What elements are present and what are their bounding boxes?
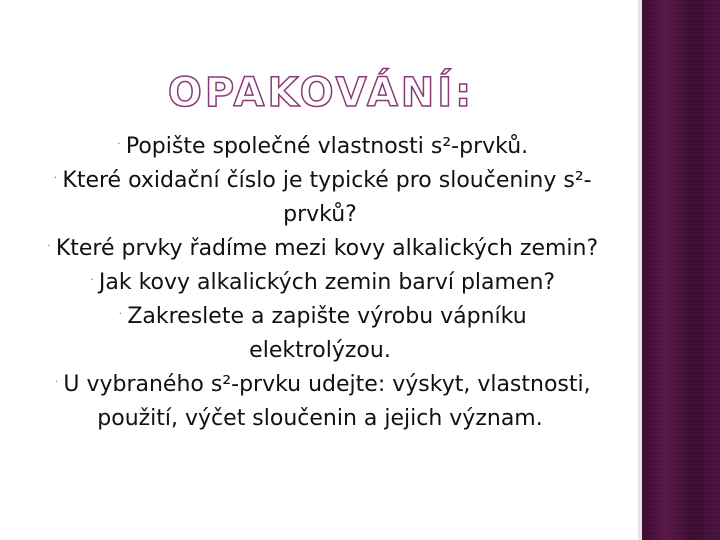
bullet-icon: · — [118, 307, 123, 320]
list-item — [40, 130, 600, 164]
bullet-icon: · — [117, 137, 121, 150]
list-item — [40, 232, 600, 266]
list-item-text: Zakreslete a zapište výrobu vápníku elektrolýzou. — [127, 304, 527, 363]
bullet-icon: · — [47, 239, 51, 252]
list-item-text: U vybraného s²-prvku udejte: výskyt, vlastnosti, použití, výčet sloučenin a jejich význam. — [63, 372, 591, 431]
bullet-icon: · — [90, 273, 94, 286]
list-item-text: Popište společné vlastnosti s²-prvků. — [125, 134, 529, 159]
list-item-text: Jak kovy alkalických zemin barví plamen? — [98, 270, 556, 295]
list-item — [40, 266, 600, 300]
bullet-icon: · — [53, 171, 58, 184]
decorative-side-band — [642, 0, 720, 540]
question-list — [40, 130, 600, 436]
list-item — [40, 368, 600, 436]
slide-title: OPAKOVÁNÍ: — [167, 70, 475, 116]
bullet-icon: · — [54, 375, 59, 388]
list-item — [40, 164, 600, 232]
list-item — [40, 300, 600, 368]
list-item-text: Které oxidační číslo je typické pro sloučeniny s²-prvků? — [62, 168, 592, 227]
list-item-text: Které prvky řadíme mezi kovy alkalických zemin? — [55, 236, 599, 261]
